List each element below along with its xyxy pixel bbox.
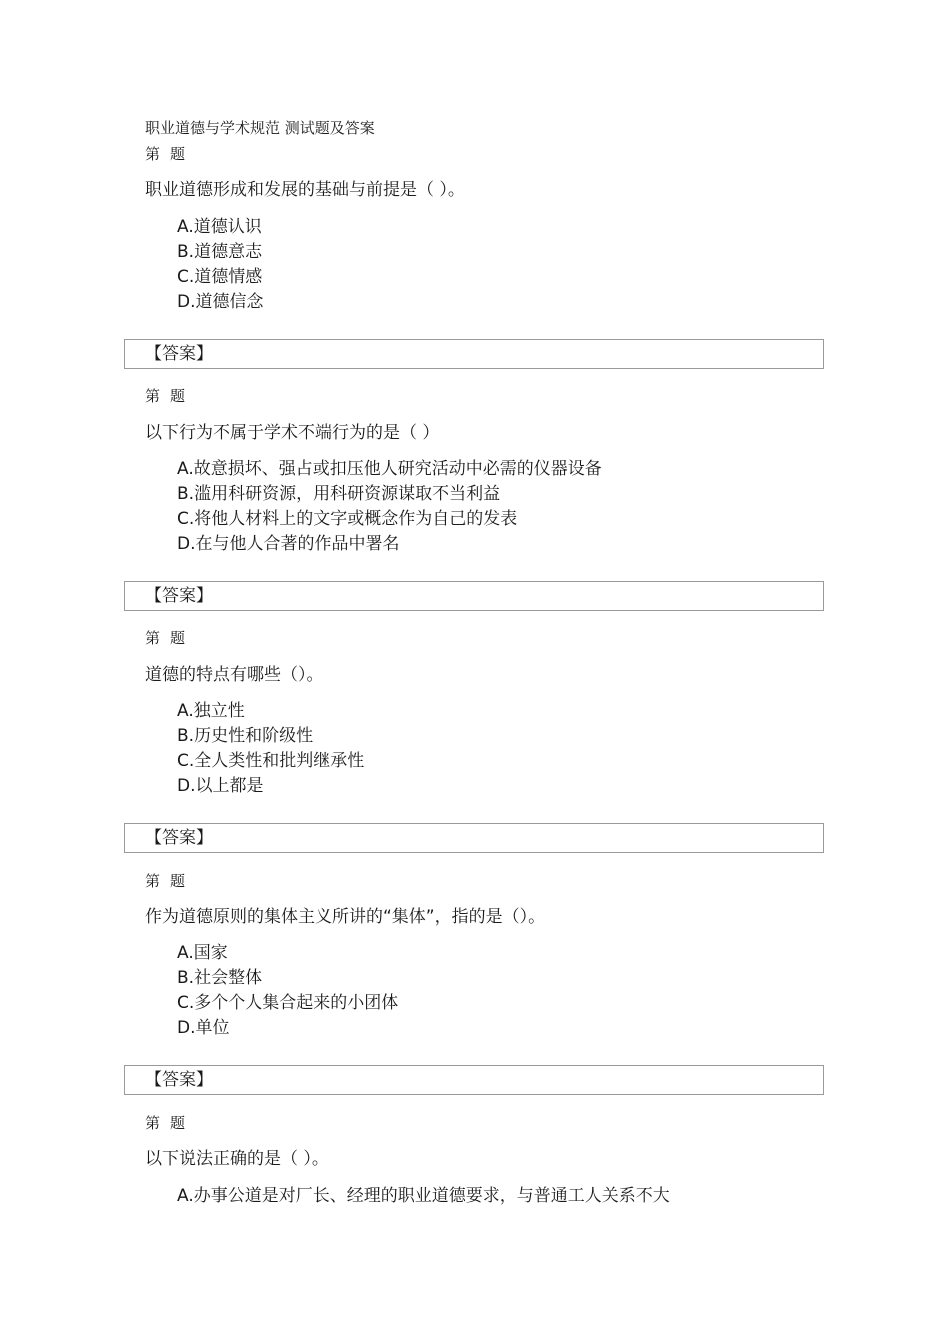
- document-title: 职业道德与学术规范 测试题及答案: [145, 119, 375, 137]
- option-list: [177, 1184, 670, 1209]
- question-label-prefix: 第: [145, 629, 161, 647]
- option-c: C.道德情感: [177, 267, 263, 287]
- option-d: D.单位: [177, 1018, 230, 1038]
- question-stem: 以下行为不属于学术不端行为的是（ ）: [145, 423, 440, 443]
- option-a: A.办事公道是对厂长、经理的职业道德要求，与普通工人关系不大: [177, 1186, 670, 1206]
- option-list: [177, 699, 364, 799]
- option-c: C.多个个人集合起来的小团体: [177, 993, 399, 1013]
- answer-box: [124, 1065, 824, 1095]
- question-stem: 职业道德形成和发展的基础与前提是（ ）。: [145, 180, 465, 200]
- option-a: A.独立性: [177, 701, 245, 721]
- option-c: C.将他人材料上的文字或概念作为自己的发表: [177, 509, 518, 529]
- question-label-suffix: 题: [170, 145, 186, 163]
- answer-label: 【答案】: [145, 828, 213, 848]
- question-stem: 以下说法正确的是（ ）。: [145, 1149, 329, 1169]
- answer-box: [124, 581, 824, 611]
- answer-box: [124, 339, 824, 369]
- option-b: B.历史性和阶级性: [177, 726, 314, 746]
- option-list: [177, 941, 398, 1041]
- option-b: B.道德意志: [177, 242, 263, 262]
- question-number-label: [145, 628, 185, 648]
- question-label-suffix: 题: [170, 629, 186, 647]
- question-label-prefix: 第: [145, 387, 161, 405]
- question-number-label: [145, 871, 185, 891]
- option-a: A.国家: [177, 943, 228, 963]
- option-a: A.故意损坏、强占或扣压他人研究活动中必需的仪器设备: [177, 459, 602, 479]
- option-b: B.社会整体: [177, 968, 263, 988]
- question-stem: 作为道德原则的集体主义所讲的“集体”，指的是（）。: [145, 907, 546, 927]
- question-label-prefix: 第: [145, 1114, 161, 1132]
- option-list: [177, 215, 264, 315]
- answer-label: 【答案】: [145, 344, 213, 364]
- question-number-label: [145, 386, 185, 406]
- option-d: D.在与他人合著的作品中署名: [177, 534, 400, 554]
- question-label-suffix: 题: [170, 387, 186, 405]
- answer-label: 【答案】: [145, 1070, 213, 1090]
- question-number-label: [145, 144, 185, 164]
- question-label-prefix: 第: [145, 872, 161, 890]
- option-b: B.滥用科研资源，用科研资源谋取不当利益: [177, 484, 501, 504]
- answer-box: [124, 823, 824, 853]
- option-a: A.道德认识: [177, 217, 262, 237]
- option-d: D.以上都是: [177, 776, 264, 796]
- question-number-label: [145, 1113, 185, 1133]
- question-label-prefix: 第: [145, 145, 161, 163]
- option-d: D.道德信念: [177, 292, 264, 312]
- question-stem: 道德的特点有哪些（）。: [145, 665, 324, 685]
- question-label-suffix: 题: [170, 1114, 186, 1132]
- option-c: C.全人类性和批判继承性: [177, 751, 365, 771]
- option-list: [177, 457, 602, 557]
- question-label-suffix: 题: [170, 872, 186, 890]
- answer-label: 【答案】: [145, 586, 213, 606]
